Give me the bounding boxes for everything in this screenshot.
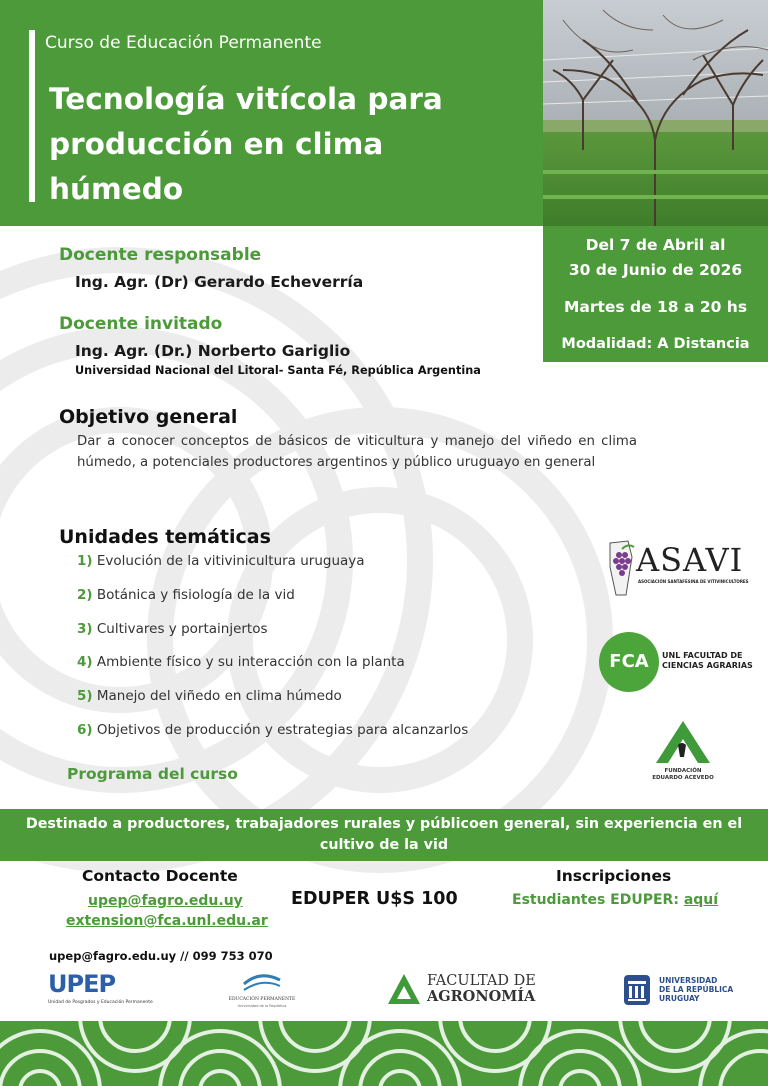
udelar-text-line-3: URUGUAY (659, 994, 700, 1003)
udelar-logo (622, 973, 732, 1009)
facultad-agronomia-logo (386, 972, 546, 1008)
udelar-text (659, 976, 733, 1003)
header-subtitle: Curso de Educación Permanente (45, 33, 322, 53)
unit-label: Objetivos de producción y estrategias para alcanzarlos (96, 722, 469, 738)
udelar-text-line-1: UNIVERSIDAD (659, 976, 718, 985)
inscriptions-line (512, 892, 718, 908)
upep-logo (48, 970, 153, 1010)
invited-teacher-heading: Docente invitado (59, 314, 223, 334)
course-price: EDUPER U$S 100 (291, 889, 458, 909)
audience-line-1: Destinado a productores, trabajadores rurales y públicoen general, sin experiencia en el (25, 816, 743, 832)
unit-number: 3) (77, 621, 93, 637)
contact-email-fca[interactable]: extension@fca.unl.edu.ar (66, 913, 268, 929)
audience-line-2: cultivo de la vid (319, 837, 449, 853)
unit-number: 5) (77, 688, 93, 704)
asavi-subtitle: ASOCIACIÓN SANTAFESINA DE VITIVINICULTORES (638, 579, 749, 584)
unit-number: 6) (77, 722, 93, 738)
date-range-start: Del 7 de Abril al (585, 236, 726, 254)
fca-text-line-1: UNL FACULTAD DE (662, 651, 743, 660)
fagro-text-line-1: FACULTAD DE (427, 973, 536, 989)
contact-heading: Contacto Docente (82, 867, 238, 885)
asavi-logo (606, 537, 749, 601)
objective-heading: Objetivo general (59, 406, 238, 428)
fca-badge: FCA (599, 632, 659, 692)
inscriptions-heading: Inscripciones (556, 867, 672, 885)
ep-subtext: Universidad de la República (237, 1004, 287, 1008)
footer-pattern-decoration (0, 1021, 768, 1086)
fca-text (662, 651, 753, 671)
inscriptions-text: Estudiantes EDUPER: (512, 892, 684, 908)
course-title-line-1: Tecnología vitícola para (49, 82, 443, 116)
unit-label: Evolución de la vitivinicultura uruguaya (96, 553, 365, 569)
header-accent-bar (29, 30, 35, 202)
vineyard-photo (543, 0, 768, 226)
unit-number: 2) (77, 587, 93, 603)
schedule: Martes de 18 a 20 hs (563, 298, 748, 316)
udelar-text-line-2: DE LA REPÚBLICA (659, 985, 734, 994)
course-title-line-3: húmedo (49, 172, 184, 206)
inscriptions-link[interactable]: aquí (683, 892, 719, 908)
unit-label: Ambiente físico y su interacción con la planta (96, 654, 405, 670)
unit-label: Botánica y fisiología de la vid (96, 587, 295, 603)
upep-subtitle: Unidad de Posgrados y Educación Permanente (48, 1000, 153, 1005)
list-item (77, 621, 268, 637)
course-title (49, 77, 519, 212)
educacion-permanente-logo (222, 970, 302, 1014)
fea-text-line-2: EDUARDO ACEVEDO (652, 775, 714, 781)
fea-text-line-1: FUNDACIÓN (664, 768, 702, 774)
unit-label: Cultivares y portainjertos (96, 621, 268, 637)
modality: Modalidad: A Distancia (561, 336, 750, 352)
upep-wordmark: UPEP (48, 970, 116, 998)
unit-number: 4) (77, 654, 93, 670)
ep-text: EDUCACIÓN PERMANENTE (228, 997, 296, 1002)
fca-logo (599, 630, 759, 694)
list-item (77, 553, 365, 569)
responsible-teacher-name: Ing. Agr. (Dr) Gerardo Echeverría (75, 273, 364, 291)
fca-text-line-2: CIENCIAS AGRARIAS (662, 661, 753, 670)
header-banner (0, 0, 543, 226)
units-heading: Unidades temáticas (59, 526, 271, 548)
fundacion-eduardo-acevedo-logo (648, 717, 718, 787)
date-range-end: 30 de Junio de 2026 (568, 261, 743, 279)
fagro-text (427, 973, 536, 1005)
objective-text: Dar a conocer conceptos de básicos de viticultura y manejo del viñedo en clima húmedo, a potenciales productores argentinos y público uruguayo en general (77, 434, 637, 470)
asavi-wordmark: ASAVI (636, 541, 744, 579)
contact-email-upep[interactable]: upep@fagro.edu.uy (88, 893, 243, 909)
footer-contact: upep@fagro.edu.uy // 099 753 070 (49, 949, 273, 963)
list-item (77, 654, 405, 670)
responsible-teacher-heading: Docente responsable (59, 245, 262, 265)
fea-text (648, 768, 718, 782)
invited-teacher-name: Ing. Agr. (Dr.) Norberto Gariglio (75, 342, 351, 360)
dates-info-box (543, 226, 768, 362)
program-link[interactable]: Programa del curso (67, 765, 238, 783)
unit-label: Manejo del viñedo en clima húmedo (96, 688, 342, 704)
course-title-line-2: producción en clima (49, 127, 384, 161)
fagro-text-line-2: AGRONOMÍA (427, 988, 536, 1005)
audience-banner (0, 809, 768, 861)
list-item (77, 587, 295, 603)
unit-number: 1) (77, 553, 93, 569)
list-item (77, 722, 468, 738)
list-item (77, 688, 342, 704)
invited-teacher-affiliation: Universidad Nacional del Litoral- Santa Fé, República Argentina (75, 364, 481, 377)
